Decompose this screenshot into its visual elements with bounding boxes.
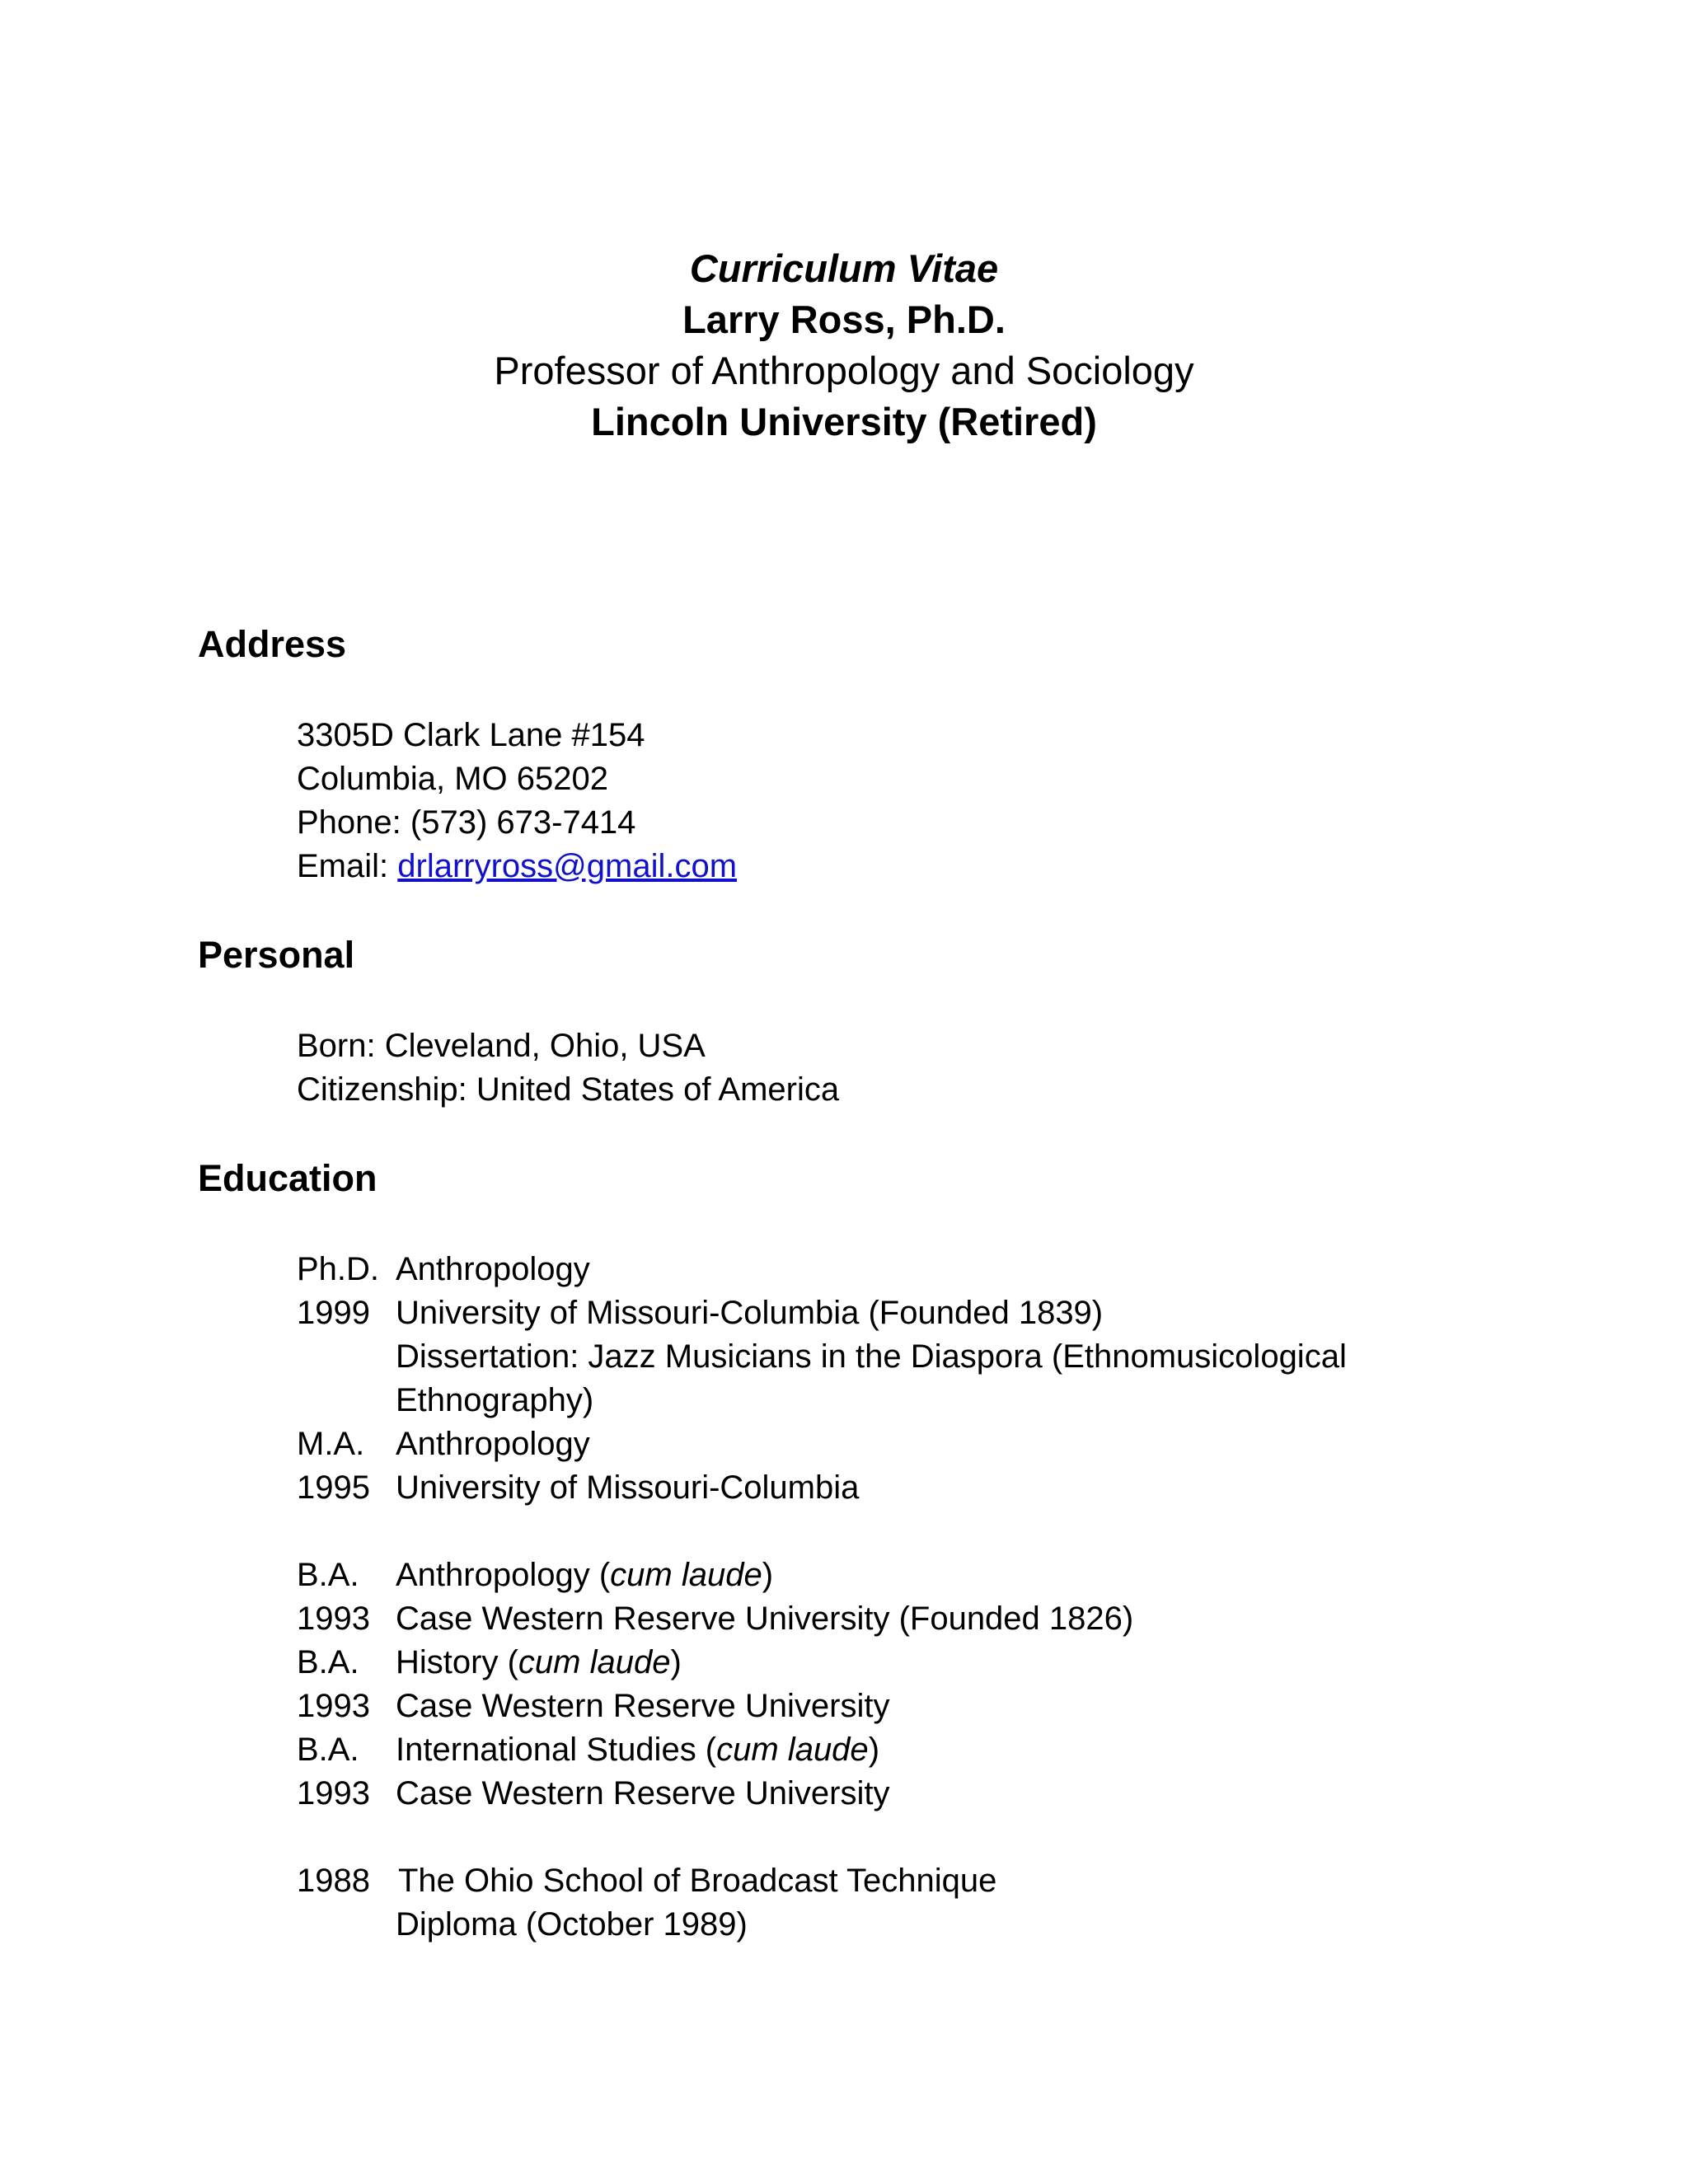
- address-email-line: [297, 845, 737, 888]
- edu-year: 1999: [297, 1295, 370, 1331]
- edu-field: [396, 1641, 682, 1685]
- address-block: [297, 714, 737, 888]
- edu-degree: M.A.: [297, 1426, 365, 1462]
- edu-dissertation-line-2: Ethnography): [396, 1382, 594, 1418]
- cv-institution: Lincoln University (Retired): [591, 400, 1097, 443]
- address-phone: Phone: (573) 673-7414: [297, 804, 636, 841]
- edu-year: 1993: [297, 1775, 370, 1811]
- edu-degree: B.A.: [297, 1557, 359, 1593]
- edu-diploma: Diploma (October 1989): [396, 1906, 748, 1943]
- edu-field: Anthropology: [396, 1251, 590, 1287]
- edu-field-close: ): [868, 1732, 880, 1768]
- edu-field: [396, 1728, 879, 1772]
- edu-school: Case Western Reserve University: [396, 1688, 890, 1724]
- edu-school: Case Western Reserve University: [396, 1775, 890, 1811]
- email-label: Email:: [297, 848, 398, 884]
- edu-degree: B.A.: [297, 1732, 359, 1768]
- address-city: Columbia, MO 65202: [297, 761, 608, 797]
- personal-block: [297, 1024, 839, 1112]
- edu-school: University of Missouri-Columbia: [396, 1469, 860, 1506]
- edu-year: 1988: [297, 1863, 370, 1899]
- personal-citizenship: Citizenship: United States of America: [297, 1071, 840, 1108]
- edu-field-close: ): [762, 1557, 774, 1593]
- cv-name: Larry Ross, Ph.D.: [682, 298, 1006, 341]
- cv-header: [0, 243, 1688, 448]
- edu-school: University of Missouri-Columbia (Founded 1839): [396, 1295, 1104, 1331]
- edu-school: The Ohio School of Broadcast Technique: [398, 1863, 997, 1899]
- edu-year: 1995: [297, 1469, 370, 1506]
- edu-field-name: Anthropology (: [396, 1557, 611, 1593]
- edu-degree: Ph.D.: [297, 1251, 380, 1287]
- education-heading: Education: [198, 1157, 377, 1199]
- edu-school: Case Western Reserve University (Founded 1826): [396, 1601, 1134, 1637]
- edu-year: 1993: [297, 1688, 370, 1724]
- edu-dissertation-line-1: Dissertation: Jazz Musicians in the Diaspora (Ethnomusicological: [396, 1338, 1347, 1375]
- edu-field-name: International Studies (: [396, 1732, 717, 1768]
- edu-field-name: History (: [396, 1644, 518, 1680]
- edu-field-close: ): [670, 1644, 682, 1680]
- edu-honor: cum laude: [610, 1557, 762, 1593]
- personal-born: Born: Cleveland, Ohio, USA: [297, 1028, 706, 1064]
- cv-title: Curriculum Vitae: [689, 246, 999, 290]
- edu-honor: cum laude: [716, 1732, 869, 1768]
- address-heading: Address: [198, 623, 347, 665]
- address-street: 3305D Clark Lane #154: [297, 717, 645, 753]
- edu-honor: cum laude: [518, 1644, 671, 1680]
- edu-year: 1993: [297, 1601, 370, 1637]
- edu-field: [396, 1554, 773, 1597]
- cv-position: Professor of Anthropology and Sociology: [494, 349, 1194, 392]
- personal-heading: Personal: [198, 934, 355, 976]
- edu-degree: B.A.: [297, 1644, 359, 1680]
- edu-field: Anthropology: [396, 1426, 590, 1462]
- email-link[interactable]: drlarryross@gmail.com: [397, 848, 738, 884]
